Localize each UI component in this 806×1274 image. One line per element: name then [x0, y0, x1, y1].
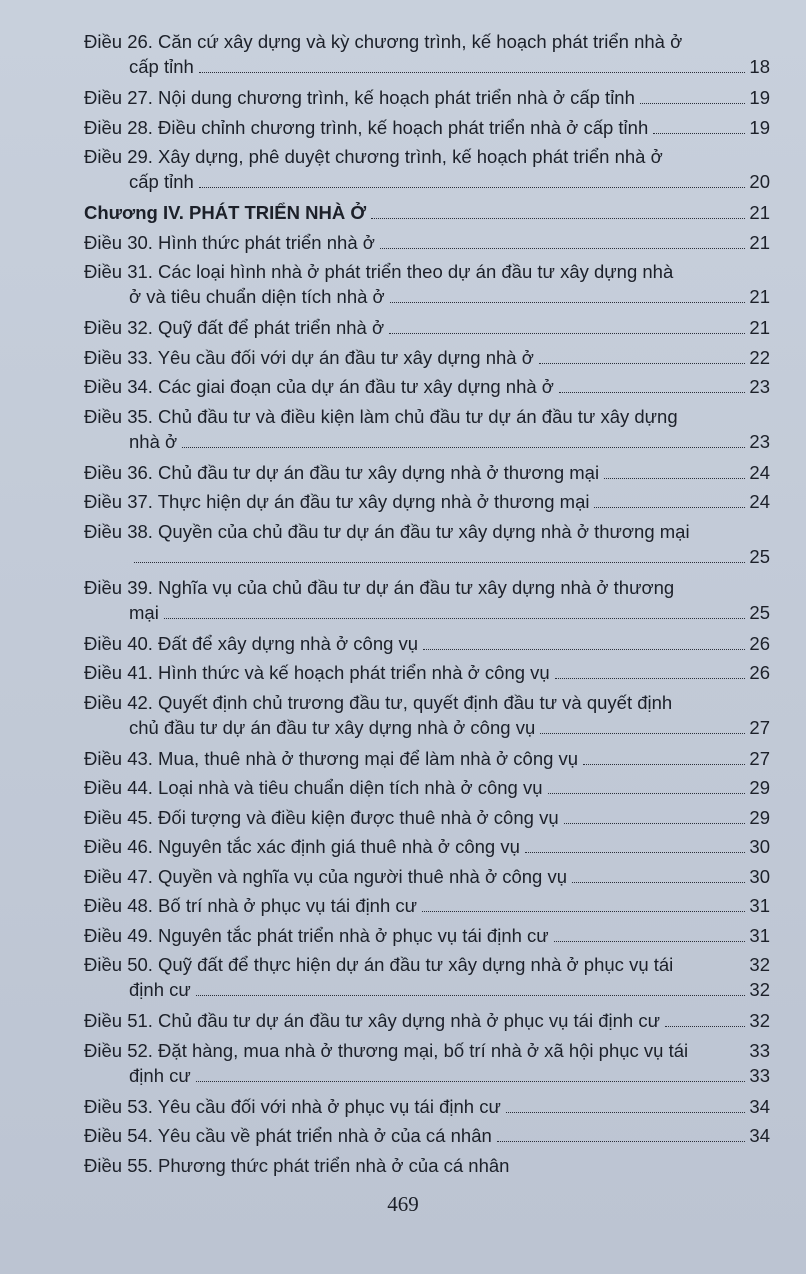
toc-entry	[84, 316, 770, 346]
dot-leader	[640, 103, 745, 104]
toc-entry-page: 29	[749, 777, 770, 798]
toc-entry-page: 18	[749, 56, 770, 77]
toc-entry-title: Điều 35. Chủ đầu tư và điều kiện làm chủ đầu tư dự án đầu tư xây dựng	[84, 405, 678, 427]
toc-entry-continuation: chủ đầu tư dự án đầu tư xây dựng nhà ở công vụ	[129, 716, 536, 738]
toc-entry-last-line	[84, 170, 770, 197]
toc-entry-page: 27	[749, 747, 770, 769]
dot-leader	[539, 363, 745, 364]
toc-entry-continuation: nhà ở	[129, 430, 178, 452]
toc-entry-last-line	[84, 55, 770, 82]
toc-entry	[84, 375, 770, 405]
toc-entry	[84, 520, 770, 572]
toc-entry-title: Điều 33. Yêu cầu đối với dự án đầu tư xây dựng nhà ở	[84, 346, 534, 368]
toc-entry-title: Điều 26. Căn cứ xây dựng và kỳ chương trình, kế hoạch phát triển nhà ở	[84, 31, 683, 52]
toc-entry-title: Điều 31. Các loại hình nhà ở phát triển theo dự án đầu tư xây dựng nhà	[84, 261, 674, 282]
dot-leader	[371, 218, 745, 219]
toc-entry	[84, 806, 770, 836]
toc-entry-title: Điều 39. Nghĩa vụ của chủ đầu tư dự án đầu tư xây dựng nhà ở thương	[84, 576, 675, 598]
toc-entry-page: 19	[749, 116, 770, 138]
dot-leader	[559, 392, 745, 393]
toc-entry-continuation: cấp tỉnh	[129, 56, 194, 77]
toc-entry-continuation: mại	[129, 601, 159, 623]
toc-entry-page: 33	[749, 1064, 770, 1086]
toc-entry-title: Điều 49. Nguyên tắc phát triển nhà ở phục vụ tái định cư	[84, 924, 549, 946]
toc-entry-title: Điều 50. Quỹ đất để thực hiện dự án đầu tư xây dựng nhà ở phục vụ tái	[84, 954, 674, 975]
dot-leader	[422, 911, 745, 912]
toc-entry-title: Chương IV. PHÁT TRIỂN NHÀ Ở	[84, 202, 367, 223]
dot-leader	[604, 478, 745, 479]
toc-entry-page: 23	[749, 376, 770, 397]
toc-entry-first-line	[84, 1039, 770, 1064]
toc-entry-last-line	[84, 1064, 770, 1091]
toc-entry	[84, 1095, 770, 1125]
dot-leader	[572, 882, 745, 883]
toc-entry-title: Điều 36. Chủ đầu tư dự án đầu tư xây dựng nhà ở thương mại	[84, 461, 600, 483]
dot-leader	[182, 447, 745, 448]
toc-entry	[84, 894, 770, 924]
toc-entry	[84, 86, 770, 116]
toc-entry	[84, 661, 770, 691]
toc-entry	[84, 835, 770, 865]
dot-leader	[199, 72, 745, 73]
toc-entry-title: Điều 48. Bố trí nhà ở phục vụ tái định cư	[84, 895, 418, 916]
dot-leader	[134, 562, 745, 563]
toc-entry	[84, 691, 770, 743]
dot-leader	[554, 941, 745, 942]
toc-entry-page: 31	[749, 924, 770, 946]
toc-entry	[84, 632, 770, 662]
toc-entry-last-line	[84, 978, 770, 1005]
toc-entry-continuation: định cư	[129, 1064, 191, 1086]
toc-entry-title: Điều 55. Phương thức phát triển nhà ở của cá nhân	[84, 1154, 510, 1176]
dot-leader	[525, 852, 745, 853]
toc-entry-page: 33	[749, 1039, 770, 1061]
page-number: 469	[387, 1192, 419, 1216]
toc-entry	[84, 747, 770, 777]
toc-entry-page: 26	[749, 632, 770, 654]
dot-leader	[196, 995, 745, 996]
toc-entry	[84, 490, 770, 520]
toc-entry	[84, 1154, 770, 1184]
toc-entry-title: Điều 29. Xây dựng, phê duyệt chương trình, kế hoạch phát triển nhà ở	[84, 146, 663, 167]
toc-entry-page: 19	[749, 87, 770, 108]
toc-chapter-heading	[84, 201, 770, 231]
dot-leader	[564, 823, 745, 824]
toc-entry-last-line	[84, 601, 770, 628]
toc-entry-title: Điều 34. Các giai đoạn của dự án đầu tư xây dựng nhà ở	[84, 376, 554, 397]
toc-entry-title: Điều 46. Nguyên tắc xác định giá thuê nhà ở công vụ	[84, 836, 520, 857]
dot-leader	[583, 764, 745, 765]
toc-entry-first-line	[84, 30, 770, 55]
dot-leader	[540, 733, 745, 734]
dot-leader	[199, 187, 745, 188]
toc-entry	[84, 30, 770, 82]
toc-entry-title: Điều 27. Nội dung chương trình, kế hoạch phát triển nhà ở cấp tỉnh	[84, 87, 635, 108]
toc-entry-last-line	[84, 285, 770, 312]
toc-entry	[84, 576, 770, 628]
dot-leader	[196, 1081, 745, 1082]
toc-entry-page: 27	[749, 716, 770, 738]
toc-entry-title: Điều 43. Mua, thuê nhà ở thương mại để làm nhà ở công vụ	[84, 747, 579, 769]
toc-entry	[84, 953, 770, 1005]
toc-entry	[84, 145, 770, 197]
toc-entry-page: 23	[749, 430, 770, 452]
toc-entry-page: 20	[749, 171, 770, 192]
dot-leader	[555, 678, 745, 679]
toc-entry-title: Điều 38. Quyền của chủ đầu tư dự án đầu tư xây dựng nhà ở thương mại	[84, 520, 690, 542]
toc-entry	[84, 1124, 770, 1154]
dot-leader	[548, 793, 745, 794]
toc-entry-last-line	[84, 716, 770, 743]
toc-entry-title: Điều 53. Yêu cầu đối với nhà ở phục vụ tái định cư	[84, 1095, 501, 1117]
toc-entry-continuation: cấp tỉnh	[129, 171, 194, 192]
toc-entry-page: 30	[749, 865, 770, 887]
toc-entry-title: Điều 51. Chủ đầu tư dự án đầu tư xây dựng nhà ở phục vụ tái định cư	[84, 1010, 660, 1031]
dot-leader	[497, 1141, 745, 1142]
toc-entry-page: 26	[749, 662, 770, 683]
toc-entry-page: 34	[749, 1095, 770, 1117]
dot-leader	[506, 1112, 745, 1113]
toc-entry-page: 32	[749, 954, 770, 975]
dot-leader	[665, 1026, 745, 1027]
toc-entry-title: Điều 42. Quyết định chủ trương đầu tư, quyết định đầu tư và quyết định	[84, 691, 673, 713]
toc-entry-first-line	[84, 953, 770, 978]
dot-leader	[389, 333, 745, 334]
toc-entry-title: Điều 45. Đối tượng và điều kiện được thuê nhà ở công vụ	[84, 806, 559, 828]
toc-entry	[84, 924, 770, 954]
toc-entry-page: 29	[749, 806, 770, 828]
dot-leader	[164, 618, 745, 619]
dot-leader	[653, 133, 745, 134]
toc-entry-first-line	[84, 691, 770, 716]
toc-entry	[84, 461, 770, 491]
dot-leader	[380, 248, 745, 249]
toc-entry-page: 21	[749, 317, 770, 338]
dot-leader	[390, 302, 745, 303]
toc-entry-page: 21	[749, 202, 770, 223]
toc-entry-page: 21	[749, 231, 770, 253]
toc-entry-page: 30	[749, 836, 770, 857]
dot-leader	[423, 649, 745, 650]
toc-entry-page: 32	[749, 1010, 770, 1031]
toc-entry-title: Điều 28. Điều chỉnh chương trình, kế hoạch phát triển nhà ở cấp tỉnh	[84, 116, 649, 138]
toc-entry-page: 25	[749, 545, 770, 567]
toc-entry-title: Điều 54. Yêu cầu về phát triển nhà ở của cá nhân	[84, 1125, 492, 1146]
toc-entry-continuation: định cư	[129, 979, 191, 1000]
toc-entry-first-line	[84, 405, 770, 430]
toc-entry	[84, 776, 770, 806]
toc-entry-title: Điều 32. Quỹ đất để phát triển nhà ở	[84, 317, 385, 338]
toc-entry-title: Điều 44. Loại nhà và tiêu chuẩn diện tích nhà ở công vụ	[84, 777, 543, 798]
toc-entry-title: Điều 40. Đất để xây dựng nhà ở công vụ	[84, 632, 419, 654]
toc-entry-page: 31	[749, 895, 770, 916]
toc-entry-page: 25	[749, 601, 770, 623]
toc-entry-first-line	[84, 260, 770, 285]
toc-entry-title: Điều 52. Đặt hàng, mua nhà ở thương mại, bố trí nhà ở xã hội phục vụ tái	[84, 1039, 689, 1061]
toc-entry-last-line	[84, 430, 770, 457]
toc-entry-first-line	[84, 576, 770, 601]
toc-entry-title: Điều 30. Hình thức phát triển nhà ở	[84, 231, 375, 253]
toc-entry-page: 32	[749, 979, 770, 1000]
toc-entry	[84, 405, 770, 457]
toc-entry-page: 34	[749, 1125, 770, 1146]
toc-entry-page: 22	[749, 346, 770, 368]
toc-entry	[84, 865, 770, 895]
toc-entry-page: 21	[749, 286, 770, 307]
toc-entry	[84, 1009, 770, 1039]
toc-entry-last-line	[84, 545, 770, 572]
toc-entry-continuation: ở và tiêu chuẩn diện tích nhà ở	[129, 286, 385, 307]
toc-entry-first-line	[84, 145, 770, 170]
toc-entry-page: 24	[749, 491, 770, 512]
toc-entry-title: Điều 47. Quyền và nghĩa vụ của người thuê nhà ở công vụ	[84, 865, 568, 887]
dot-leader	[594, 507, 745, 508]
toc-entry	[84, 260, 770, 312]
toc-entry	[84, 231, 770, 261]
toc-entry	[84, 346, 770, 376]
toc-entry-page: 24	[749, 461, 770, 483]
toc-entry-title: Điều 41. Hình thức và kế hoạch phát triển nhà ở công vụ	[84, 662, 550, 683]
toc-entry	[84, 1039, 770, 1091]
toc-entry-first-line	[84, 520, 770, 545]
toc-entry	[84, 116, 770, 146]
toc-entry-title: Điều 37. Thực hiện dự án đầu tư xây dựng nhà ở thương mại	[84, 491, 590, 512]
table-of-contents	[84, 30, 770, 1183]
